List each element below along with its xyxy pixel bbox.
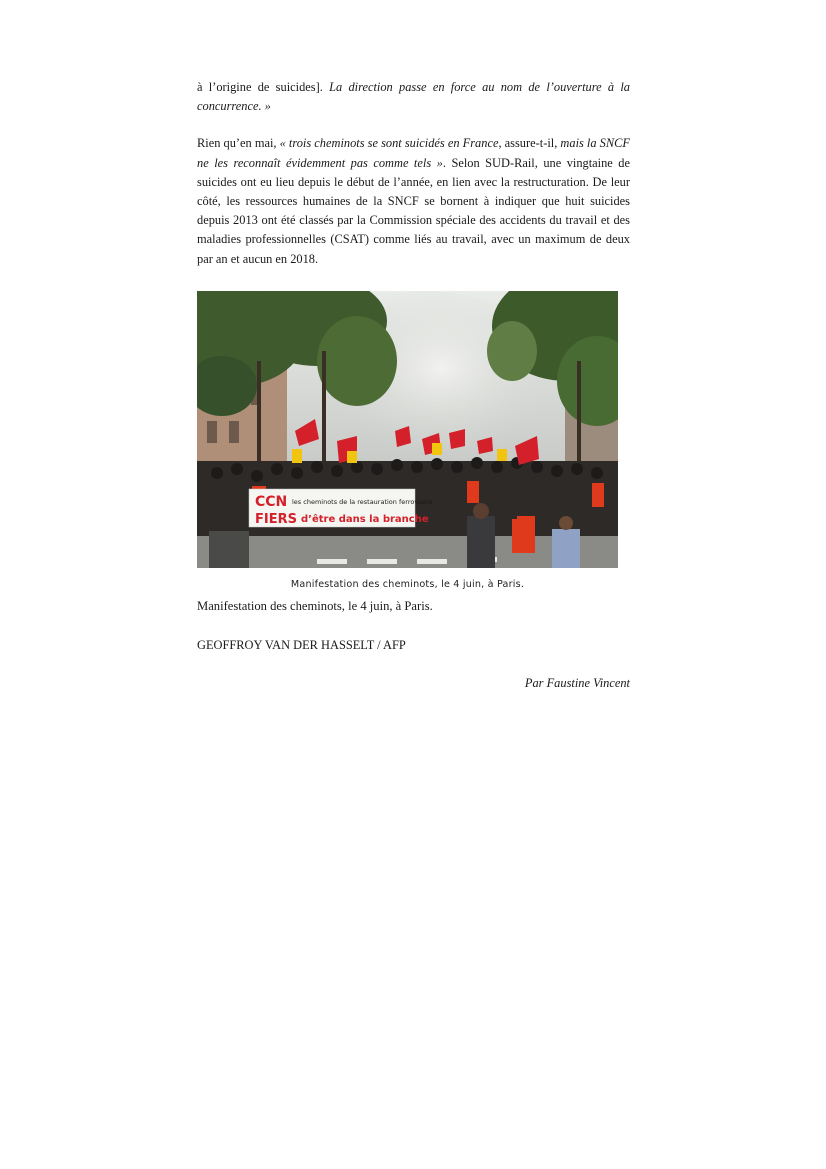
p2-quote-2: mais la SNCF ne les reconnaît évidemment pas comme tels » xyxy=(197,136,630,170)
paragraph-1 xyxy=(197,78,630,116)
photo-credit: GEOFFROY VAN DER HASSELT / AFP xyxy=(197,638,406,652)
banner-line2-left: FIERS xyxy=(255,512,297,527)
p2-attribution: , assure-t-il, xyxy=(498,136,558,151)
banner-line2-right: d’être dans la branche xyxy=(301,514,429,525)
article-figure xyxy=(197,291,618,568)
banner-line1-right: les cheminots de la restauration ferroviaire xyxy=(292,498,433,506)
demonstration-photo xyxy=(197,291,618,568)
p1-quote: La direction passe en force au nom de l’ouverture à la concurrence. » xyxy=(197,80,630,114)
photo-caption: Manifestation des cheminots, le 4 juin, à Paris. xyxy=(197,599,433,613)
p1-text: à l’origine de suicides]. xyxy=(197,80,323,94)
banner-line1-left: CCN xyxy=(255,494,288,510)
p2-quote-1: « trois cheminots se sont suicidés en France xyxy=(279,136,499,151)
figure-caption: Manifestation des cheminots, le 4 juin, à Paris. xyxy=(290,579,525,590)
paragraph-2 xyxy=(197,134,630,268)
author-byline: Par Faustine Vincent xyxy=(524,676,630,690)
article-page xyxy=(197,78,630,690)
p2-rest: . Selon SUD-Rail, une vingtaine de suicides ont eu lieu depuis le début de l’année, en lien avec la restructuration. De leur côté, les ressources humaines de la SNCF se bornent à indiquer que huit suicides depuis 2013 ont été classés par la Commission spéciale des accidents du travail et des maladies professionnelles (CSAT) comme liés au travail, avec un maximum de deux par an et aucun en 2018. xyxy=(197,155,630,266)
p2-intro: Rien qu’en mai, xyxy=(197,136,277,151)
